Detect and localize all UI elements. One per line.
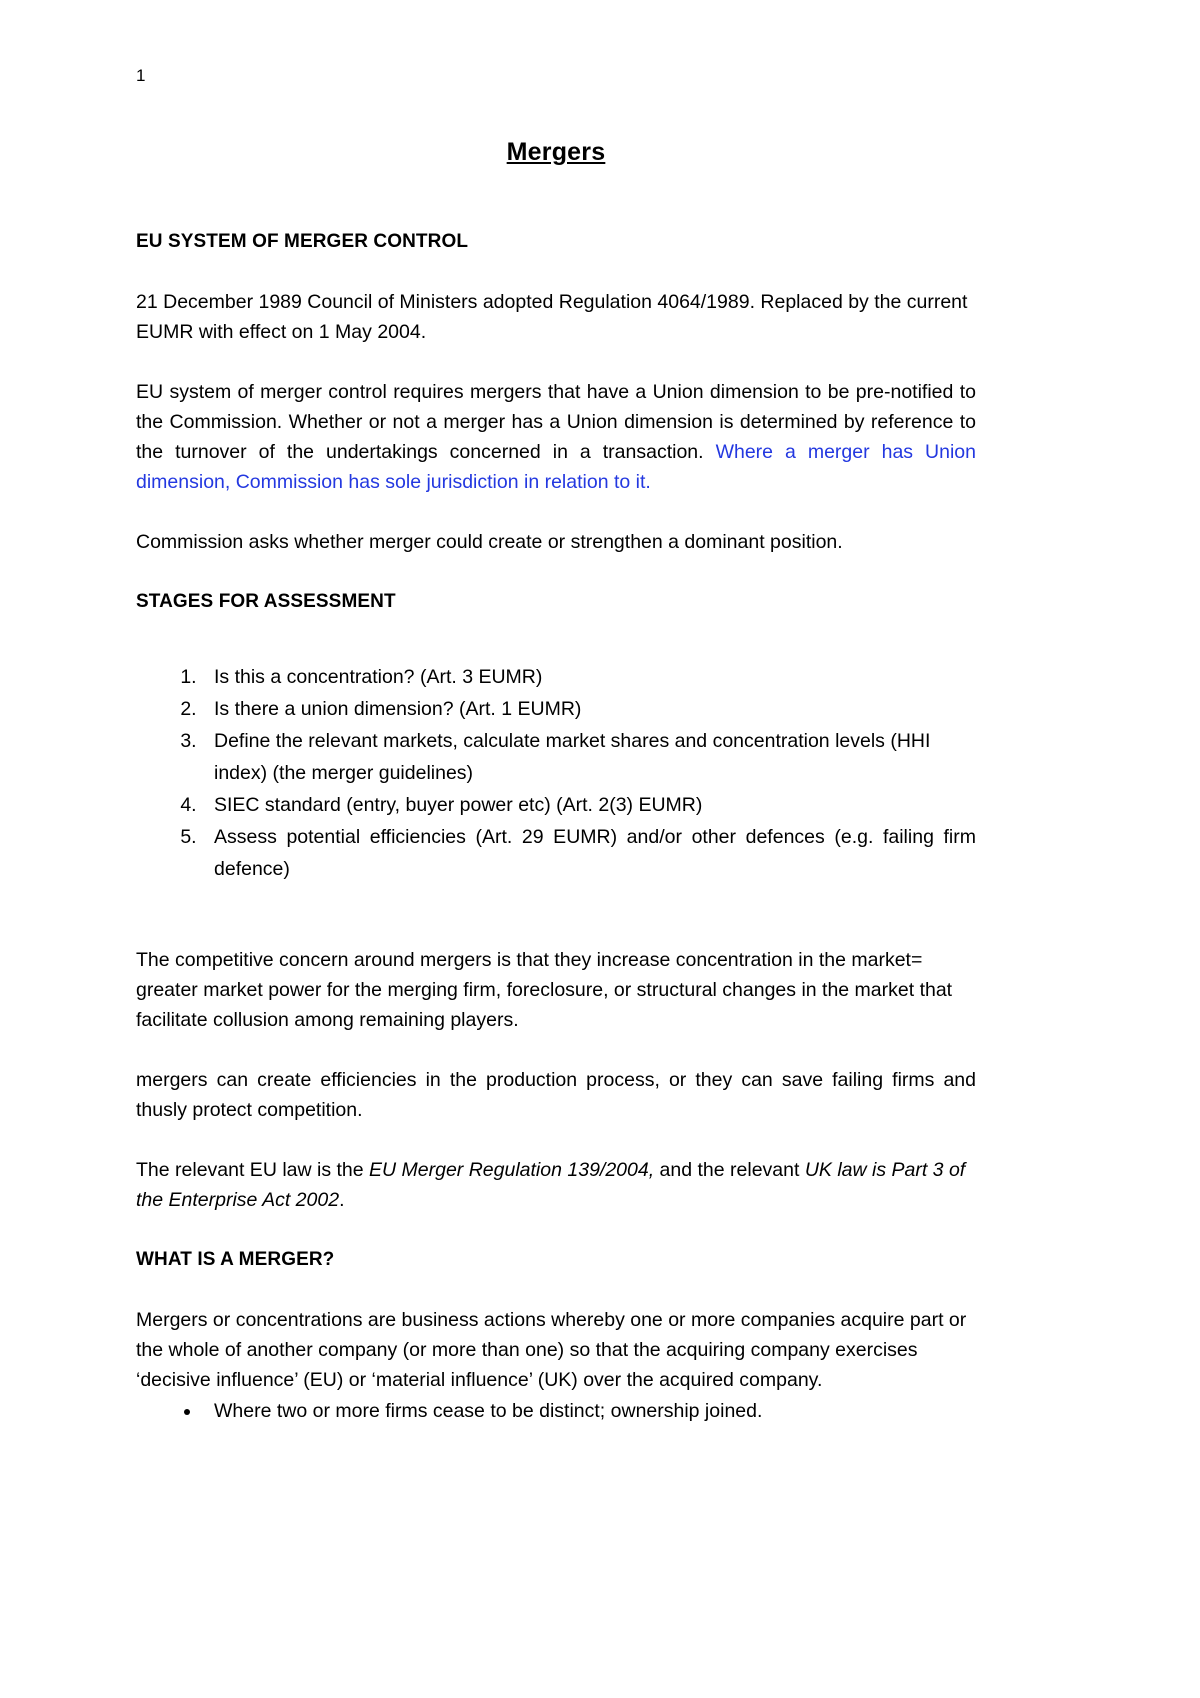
spacer — [136, 617, 976, 661]
spacer — [136, 347, 976, 377]
spacer — [136, 257, 976, 287]
list-item: 4. SIEC standard (entry, buyer power etc) (Art. 2(3) EUMR) — [202, 789, 976, 821]
list-item: 5. Assess potential efficiencies (Art. 29 EUMR) and/or other defences (e.g. failing firm defence) — [202, 821, 976, 885]
list-item: 2. Is there a union dimension? (Art. 1 EUMR) — [202, 693, 976, 725]
paragraph-dominant-position: Commission asks whether merger could create or strengthen a dominant position. — [136, 531, 843, 553]
relevant-law-text-2: and the relevant — [654, 1159, 805, 1181]
paragraph-competitive-concern: The competitive concern around mergers is that they increase concentration in the market= greater market power for the merging firm, foreclosure, or structural changes in the market that facilitate collusion among remaining players. — [136, 949, 953, 1031]
relevant-law-italic-uk: UK law is Part 3 of the Enterprise Act 2002 — [136, 1159, 966, 1211]
spacer — [136, 557, 976, 587]
spacer — [136, 885, 976, 945]
spacer — [136, 1275, 976, 1305]
spacer — [136, 497, 976, 527]
paragraph-regulation-history: 21 December 1989 Council of Ministers adopted Regulation 4064/1989. Replaced by the current EUMR with effect on 1 May 2004. — [136, 291, 968, 343]
heading-what-is-a-merger: WHAT IS A MERGER? — [136, 1249, 335, 1270]
heading-eu-system-of-merger-control: EU SYSTEM OF MERGER CONTROL — [136, 231, 469, 252]
relevant-law-text-3: . — [339, 1189, 345, 1211]
paragraph-union-dimension — [136, 377, 976, 497]
document-body — [136, 120, 976, 1427]
spacer — [136, 1215, 976, 1245]
paragraph-merger-definition: Mergers or concentrations are business actions whereby one or more companies acquire part or the whole of another company (or more than one) so that the acquiring company exercises ‘decisive influence’ (EU) or ‘material influence’ (UK) over the acquired company. — [136, 1309, 967, 1391]
paragraph-efficiencies: mergers can create efficiencies in the production process, or they can save failing firms and thusly protect competition. — [136, 1069, 976, 1121]
merger-bullets-list — [136, 1395, 976, 1427]
list-item: 3. Define the relevant markets, calculate market shares and concentration levels (HHI index) (the merger guidelines) — [202, 725, 976, 789]
paragraph-relevant-law — [136, 1155, 976, 1215]
relevant-law-text-1: The relevant EU law is the — [136, 1159, 370, 1181]
relevant-law-italic-eumr: EU Merger Regulation 139/2004, — [369, 1159, 655, 1181]
spacer — [136, 1125, 976, 1155]
page-number: 1 — [136, 66, 146, 85]
list-item: • Where two or more firms cease to be distinct; ownership joined. — [202, 1395, 976, 1427]
heading-stages-for-assessment: STAGES FOR ASSESSMENT — [136, 591, 396, 612]
page-title: Mergers — [506, 138, 606, 166]
spacer — [136, 167, 976, 227]
spacer — [136, 1035, 976, 1065]
stages-list — [136, 661, 976, 885]
paragraph-union-dimension-black: EU system of merger control requires mergers that have a Union dimension to be pre-notified to the Commission. Whether or not a merger has a Union dimension is determined by reference to the turnover of the undertakings concerned in a transaction. — [136, 381, 976, 463]
list-item: 1. Is this a concentration? (Art. 3 EUMR) — [202, 661, 976, 693]
paragraph-union-dimension-highlight: Where a merger has Union dimension, Commission has sole jurisdiction in relation to it. — [136, 441, 976, 493]
